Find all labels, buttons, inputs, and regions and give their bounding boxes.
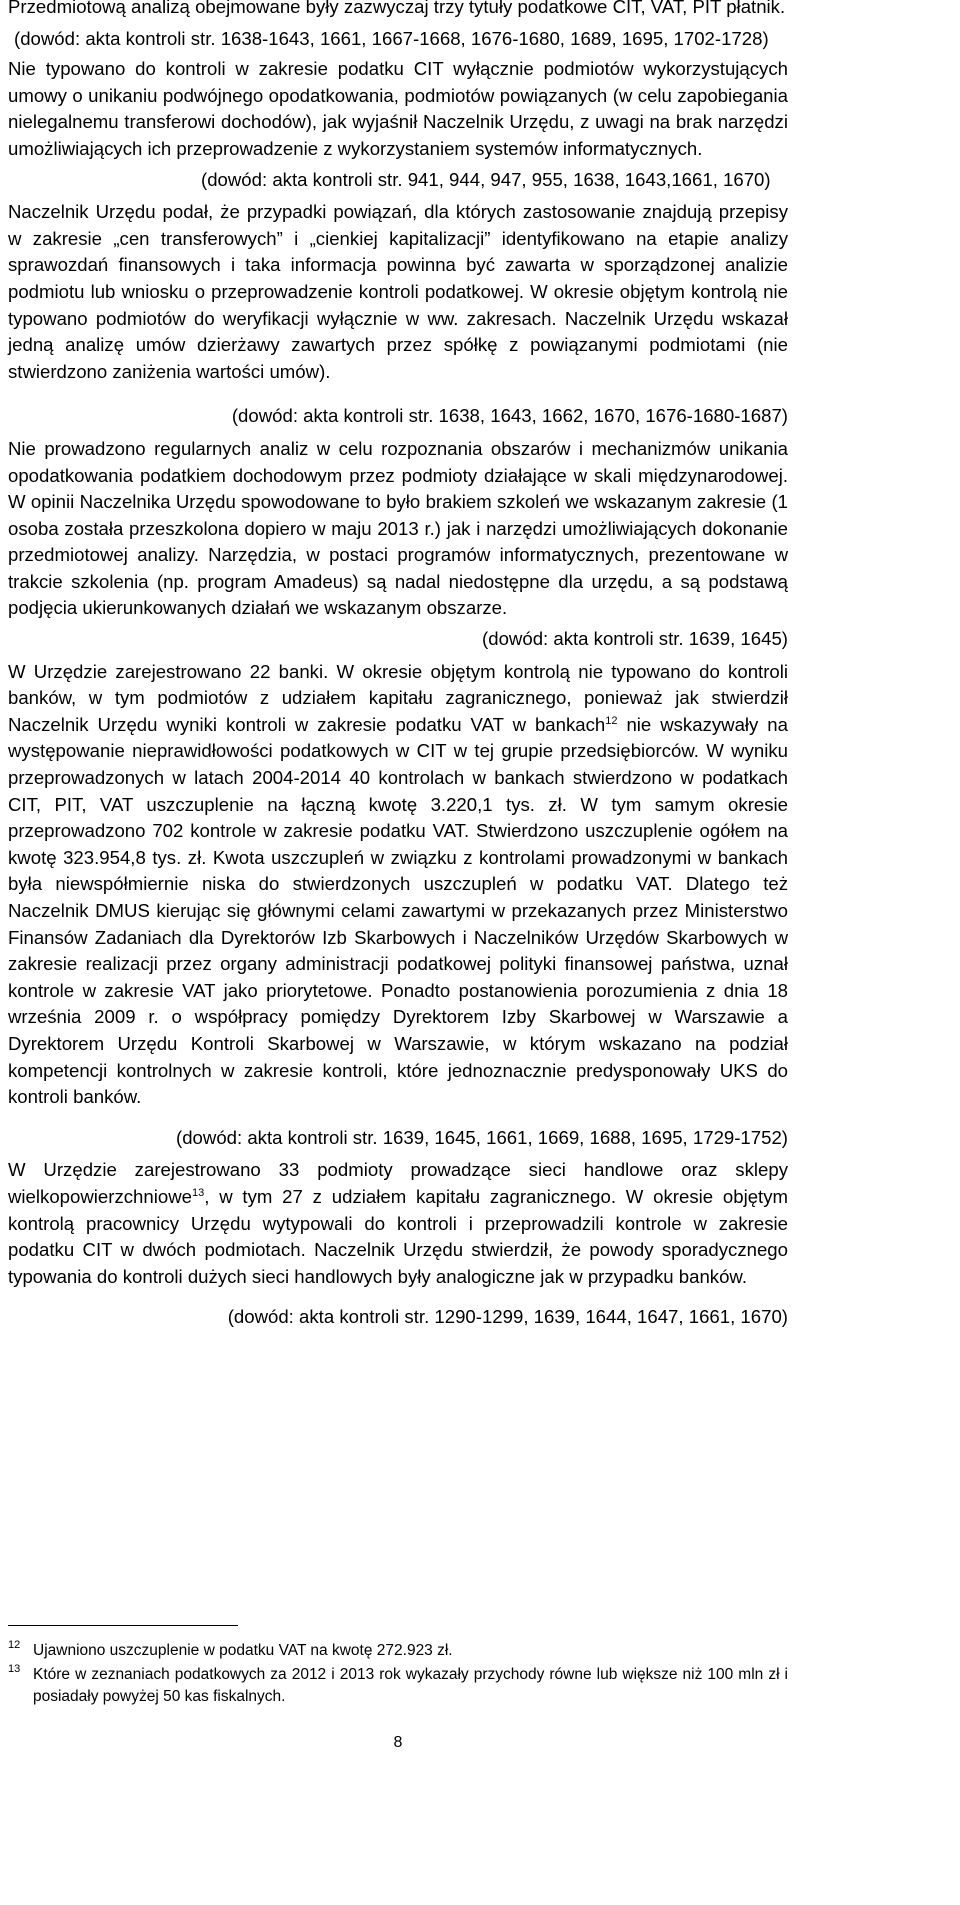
paragraph-text: , w tym 27 z udziałem kapitału zagranicznego. W okresie objętym kontrolą pracownicy Urzędu wytypowali do kontroli i przeprowadzili kontrole w zakresie podatku CIT w dwóch podmiotach. Naczelnik Urzędu stwierdził, że powody sporadycznego typowania do kontroli dużych sieci handlowych były analogiczne jak w przypadku banków. (8, 1185, 788, 1287)
paragraph-text: W Urzędzie zarejestrowano 33 podmioty prowadzące sieci handlowe oraz sklepy wielkopowierzchniowe (8, 1159, 788, 1207)
evidence-reference: (dowód: akta kontroli str. 941, 944, 947, 955, 1638, 1643,1661, 1670) (201, 168, 771, 190)
paragraph-retail-chains (8, 1157, 788, 1290)
footnote-number: 13 (8, 1663, 21, 1675)
paragraph-text: nie wskazywały na występowanie nieprawidłowości podatkowych w CIT w tej grupie przedsiębiorców. W wyniku przeprowadzonych w latach 2004-2014 40 kontrolach w bankach stwierdzono w podatkach CIT, PIT, VAT uszczuplenie na łączną kwotę 3.220,1 tys. zł. W tym samym okresie przeprowadzono 702 kontrole w zakresie podatku VAT. Stwierdzono uszczuplenie ogółem na kwotę 323.954,8 tys. zł. Kwota uszczupleń w związku z kontrolami prowadzonymi w bankach była niewspółmiernie niska do stwierdzonych uszczupleń w podatku VAT. Dlatego też Naczelnik DMUS kierując się głównymi celami zawartymi w przekazanych przez Ministerstwo Finansów Zadaniach dla Dyrektorów Izb Skarbowych i Naczelników Urzędów Skarbowych w zakresie realizacji przez organy administracji podatkowej polityki finansowej państwa, uznał kontrole w zakresie VAT jako priorytetowe. Ponadto postanowienia porozumienia z dnia 18 września 2009 r. o współpracy pomiędzy Dyrektorem Izby Skarbowej w Warszawie a Dyrektorem Urzędu Kontroli Skarbowej w Warszawie, w którym wskazano na podział kompetencji kontrolnych w zakresie kontroli, które jednoznacznie predysponowały UKS do kontroli banków. (8, 713, 788, 1108)
footnote (8, 1664, 788, 1708)
footnote-number: 12 (8, 1639, 21, 1651)
footnote-ref: 12 (605, 714, 618, 727)
evidence-reference: (dowód: akta kontroli str. 1639, 1645) (482, 628, 788, 650)
evidence-reference: (dowód: akta kontroli str. 1638, 1643, 1662, 1670, 1676-1680-1687) (231, 405, 788, 427)
paragraph-international-analysis: Nie prowadzono regularnych analiz w celu rozpoznania obszarów i mechanizmów unikania opodatkowania podatkiem dochodowym przez podmioty działające w skali międzynarodowej. W opinii Naczelnika Urzędu spowodowane to było brakiem szkoleń we wskazanym zakresie (1 osoba została przeszkolona dopiero w maju 2013 r.) jak i narzędzi umożliwiających dokonanie przedmiotowej analizy. Narzędzia, w postaci programów informatycznych, prezentowane w trakcie szkolenia (np. program Amadeus) są nadal niedostępne dla urzędu, a są podstawą podjęcia ukierunkowanych działań we wskazanym obszarze. (8, 437, 788, 619)
document-page (8, 0, 788, 1331)
paragraph-banks (8, 659, 788, 1111)
footnote-text: Ujawniono uszczuplenie w podatku VAT na kwotę 272.923 zł. (33, 1642, 453, 1659)
paragraph-tax-titles: Przedmiotową analizą obejmowane były zazwyczaj trzy tytuły podatkowe CIT, VAT, PIT płatnik. (8, 0, 786, 17)
paragraph-text: W Urzędzie zarejestrowano 22 banki. W okresie objętym kontrolą nie typowano do kontroli banków, w tym podmiotów z udziałem kapitału zagranicznego, ponieważ jak stwierdził Naczelnik Urzędu wyniki kontroli w zakresie podatku VAT w bankach (8, 660, 788, 735)
footnote-ref: 13 (191, 1186, 205, 1199)
footnote (8, 1640, 788, 1662)
footnote-text: Które w zeznaniach podatkowych za 2012 i 2013 rok wykazały przychody równe lub większe niż 100 mln zł i posiadały powyżej 50 kas fiskalnych. (33, 1666, 788, 1705)
evidence-reference: (dowód: akta kontroli str. 1638-1643, 1661, 1667-1668, 1676-1680, 1689, 1695, 1702-1728) (14, 27, 769, 49)
page-number: 8 (393, 1734, 403, 1751)
evidence-reference: (dowód: akta kontroli str. 1639, 1645, 1661, 1669, 1688, 1695, 1729-1752) (176, 1126, 788, 1148)
footnote-divider (8, 1625, 238, 1626)
paragraph-cit-typing: Nie typowano do kontroli w zakresie podatku CIT wyłącznie podmiotów wykorzystujących umowy o unikaniu podwójnego opodatkowania, podmiotów powiązanych (w celu zapobiegania nielegalnemu transferowi dochodów), jak wyjaśnił Naczelnik Urzędu, z uwagi na brak narzędzi umożliwiających ich przeprowadzenie z wykorzystaniem systemów informatycznych. (8, 58, 788, 159)
evidence-reference: (dowód: akta kontroli str. 1290-1299, 1639, 1644, 1647, 1661, 1670) (227, 1306, 788, 1328)
paragraph-transfer-pricing: Naczelnik Urzędu podał, że przypadki powiązań, dla których zastosowanie znajdują przepisy w zakresie „cen transferowych” i „cienkiej kapitalizacji” identyfikowano na etapie analizy sprawozdań finansowych i taka informacja powinna być zawarta w sporządzonej analizie podmiotu lub wniosku o przeprowadzenie kontroli podatkowej. W okresie objętym kontrolą nie typowano podmiotów do weryfikacji wyłącznie w ww. zakresach. Naczelnik Urzędu wskazał jedną analizę umów dzierżawy zawartych przez spółkę z powiązanymi podmiotami (nie stwierdzono zaniżenia wartości umów). (8, 201, 788, 382)
